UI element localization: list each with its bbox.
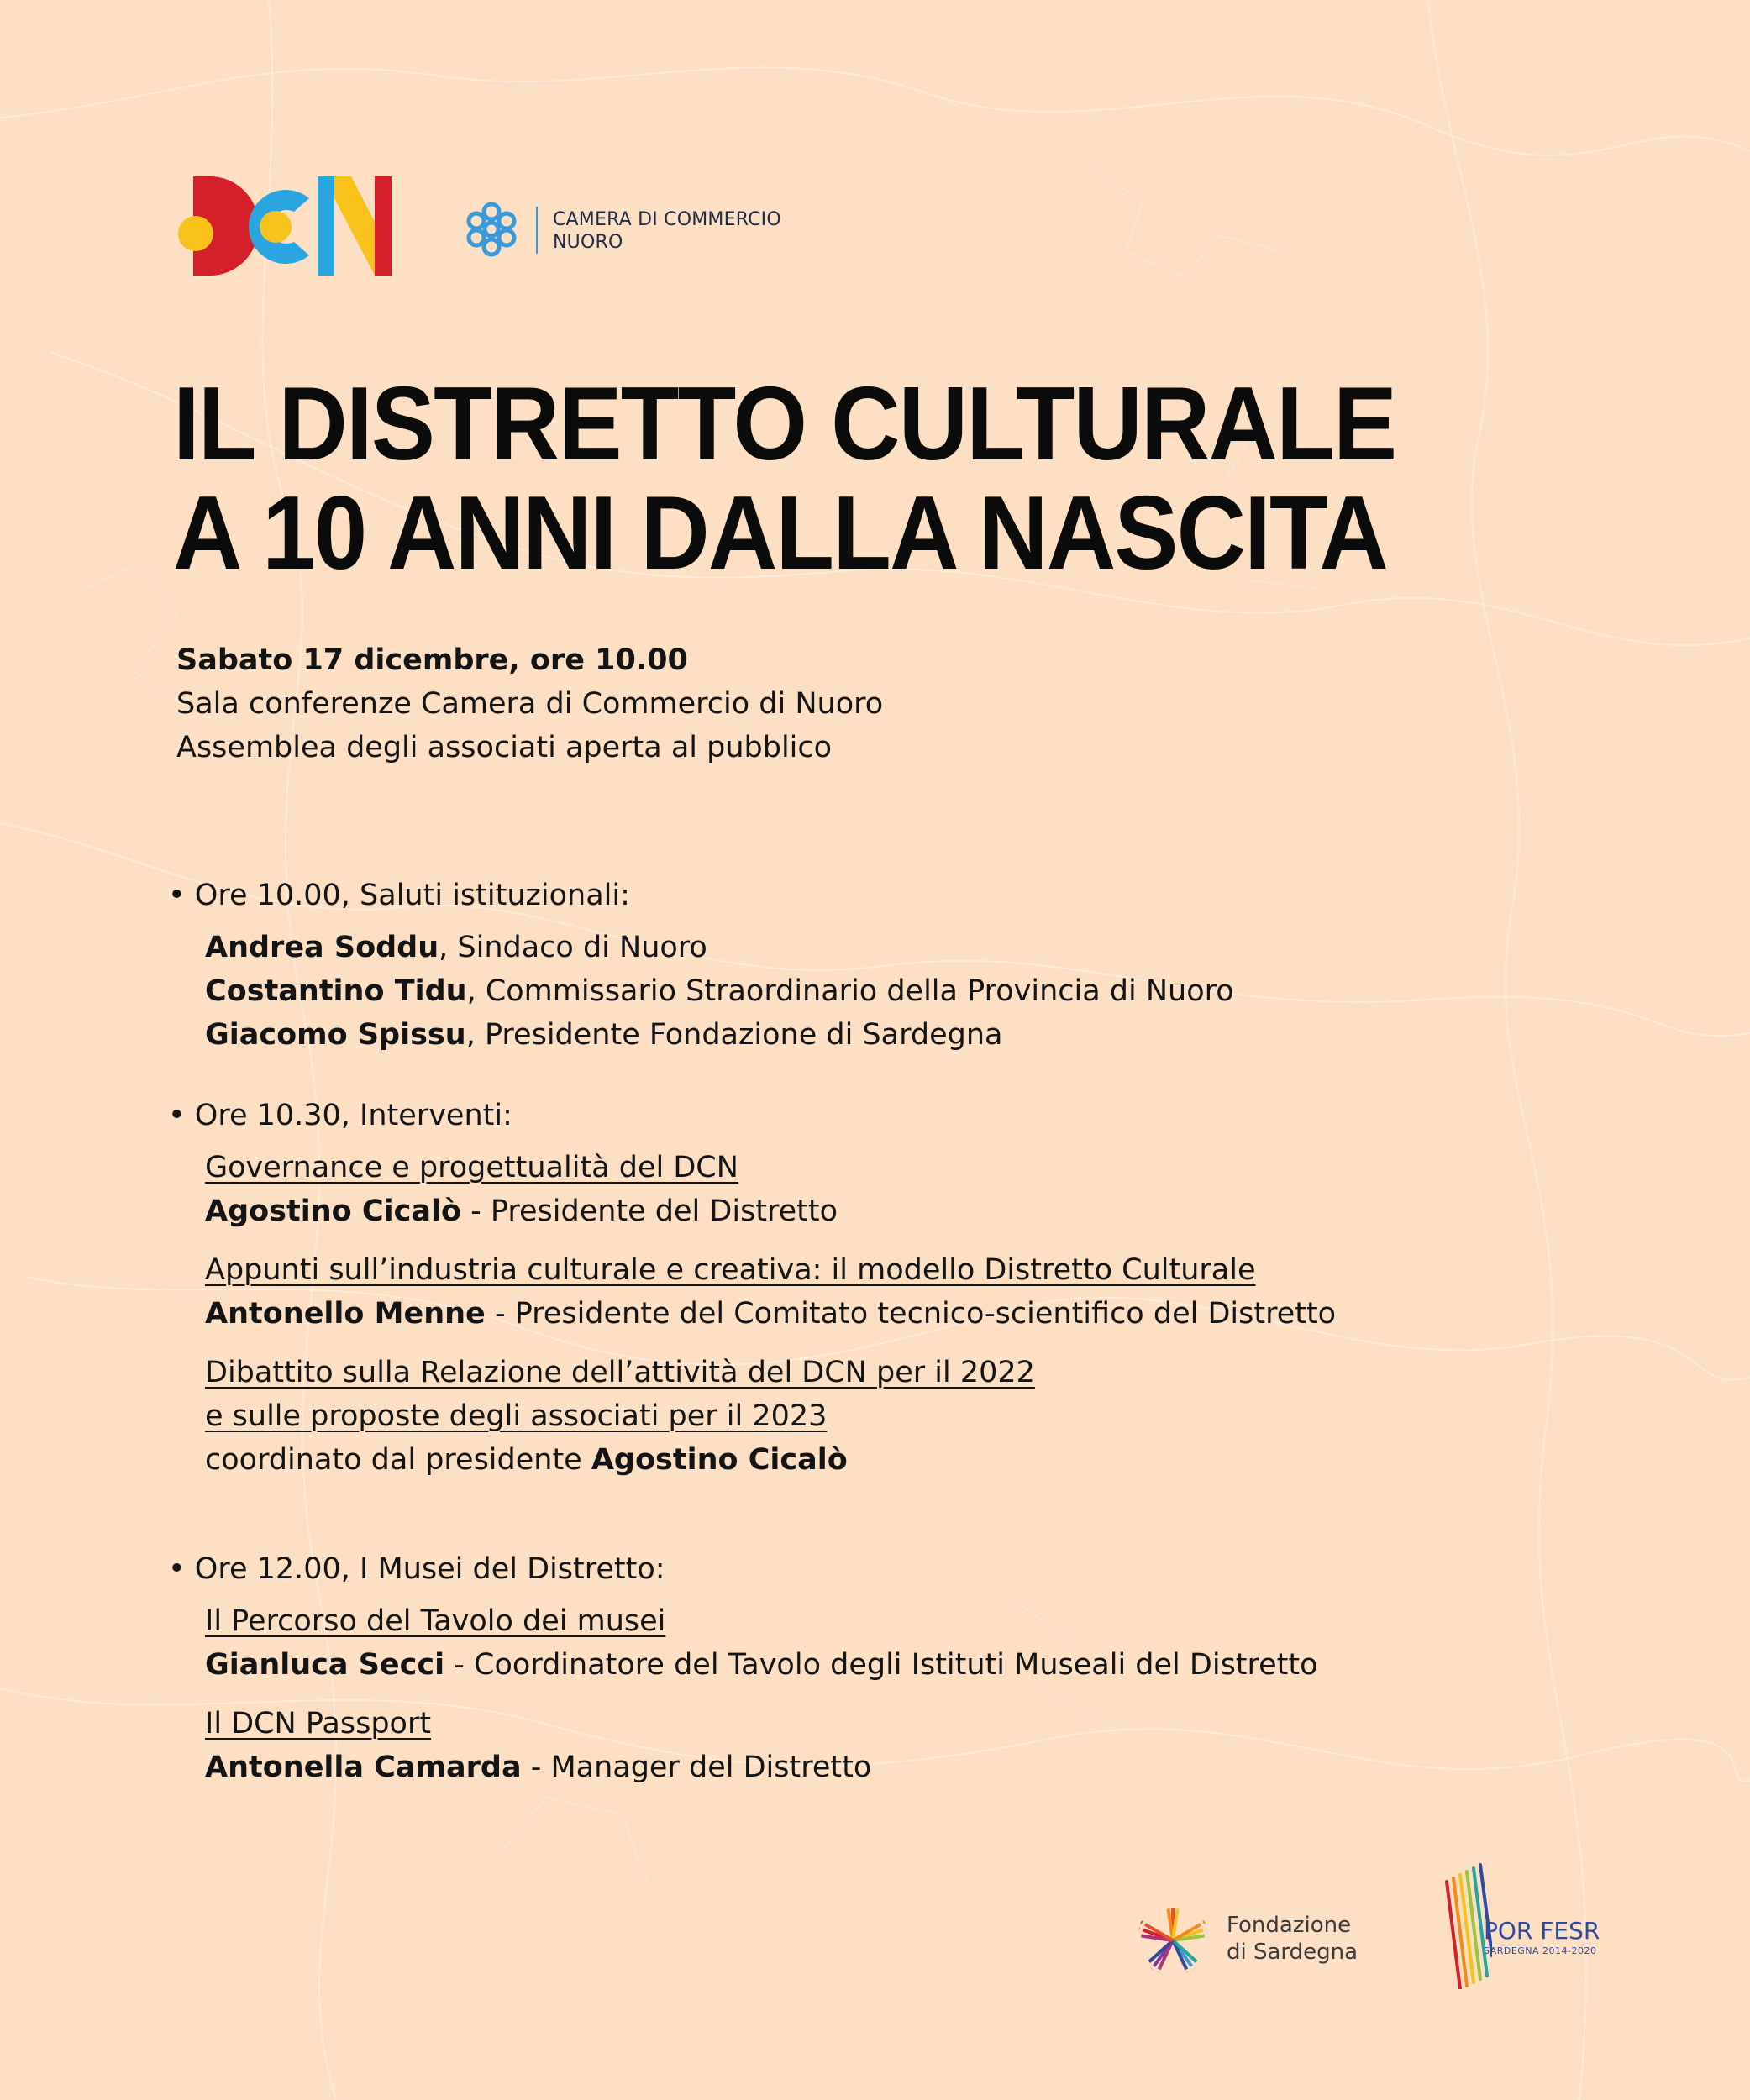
title-line-2: A 10 ANNI DALLA NASCITA	[173, 475, 1387, 591]
speaker-name: Antonello Menne	[205, 1297, 486, 1331]
section-header: • Ore 10.00, Saluti istituzionali:	[168, 879, 630, 912]
speaker-name: Agostino Cicalò	[591, 1443, 848, 1477]
dcn-logo	[176, 175, 392, 277]
event-program	[168, 874, 1336, 1789]
speaker-name: Costantino Tidu	[205, 974, 467, 1008]
speaker-line	[205, 969, 1336, 1013]
camera-di-commercio-logo	[462, 200, 840, 259]
talk-speaker	[205, 1746, 1336, 1789]
talk-speaker	[205, 1643, 1336, 1687]
talk-speaker	[205, 1189, 1336, 1233]
talk-coordinator	[205, 1438, 1336, 1482]
title-line-1: IL DISTRETTO CULTURALE	[173, 366, 1396, 482]
talk-title-continued: e sulle proposte degli associati per il 2023	[205, 1399, 828, 1433]
program-section-interventi	[168, 1094, 1336, 1482]
speaker-role: - Presidente del Comitato tecnico-scientifico del Distretto	[485, 1297, 1337, 1331]
talk-title: Dibattito sulla Relazione dell’attività del DCN per il 2022	[205, 1356, 1035, 1389]
speaker-role: - Presidente del Distretto	[461, 1194, 838, 1228]
page-title	[173, 366, 1396, 591]
por-fesr-title: POR FESR	[1484, 1917, 1600, 1945]
talk-title: Appunti sull’industria culturale e creativa: il modello Distretto Culturale	[205, 1253, 1256, 1287]
camera-logo-separator	[536, 207, 538, 254]
section-header: • Ore 12.00, I Musei del Distretto:	[168, 1552, 665, 1586]
speaker-role: , Presidente Fondazione di Sardegna	[465, 1018, 1003, 1052]
event-note: Assemblea degli associati aperta al pubblico	[176, 731, 833, 764]
speaker-line	[205, 926, 1336, 969]
coordinator-label: coordinato dal presidente	[205, 1443, 591, 1477]
speaker-role: , Commissario Straordinario della Provincia di Nuoro	[466, 974, 1234, 1008]
talk-title: Il Percorso del Tavolo dei musei	[205, 1604, 666, 1638]
program-section-saluti	[168, 874, 1336, 1057]
camera-logo-line2: NUORO	[553, 232, 623, 253]
por-fesr-subtitle: SARDEGNA 2014-2020	[1484, 1945, 1597, 1956]
program-section-musei	[168, 1547, 1336, 1789]
speaker-name: Gianluca Secci	[205, 1648, 445, 1682]
talk-speaker	[205, 1292, 1336, 1336]
fondazione-sardegna-logo	[1134, 1897, 1386, 1981]
talk-title: Governance e progettualità del DCN	[205, 1151, 738, 1184]
camera-logo-text	[553, 208, 781, 254]
speaker-name: Giacomo Spissu	[205, 1018, 466, 1052]
por-fesr-logo	[1442, 1863, 1610, 1989]
event-info	[176, 638, 883, 769]
speaker-role: , Sindaco di Nuoro	[439, 931, 707, 964]
talk-title: Il DCN Passport	[205, 1707, 432, 1740]
speaker-name: Antonella Camarda	[205, 1751, 522, 1784]
event-venue: Sala conferenze Camera di Commercio di Nuoro	[176, 687, 884, 721]
speaker-name: Andrea Soddu	[205, 931, 439, 964]
fondazione-line2: di Sardegna	[1227, 1940, 1358, 1965]
event-date: Sabato 17 dicembre, ore 10.00	[176, 643, 688, 677]
speaker-role: - Coordinatore del Tavolo degli Istituti Museali del Distretto	[444, 1648, 1318, 1682]
camera-commercio-icon	[462, 200, 521, 259]
fondazione-star-icon	[1134, 1902, 1211, 1979]
speaker-name: Agostino Cicalò	[205, 1194, 461, 1228]
section-header: • Ore 10.30, Interventi:	[168, 1099, 512, 1132]
speaker-role: - Manager del Distretto	[521, 1751, 872, 1784]
fondazione-text	[1227, 1912, 1358, 1966]
camera-logo-line1: CAMERA DI COMMERCIO	[553, 209, 781, 230]
fondazione-line1: Fondazione	[1227, 1913, 1352, 1938]
speaker-line	[205, 1013, 1336, 1057]
